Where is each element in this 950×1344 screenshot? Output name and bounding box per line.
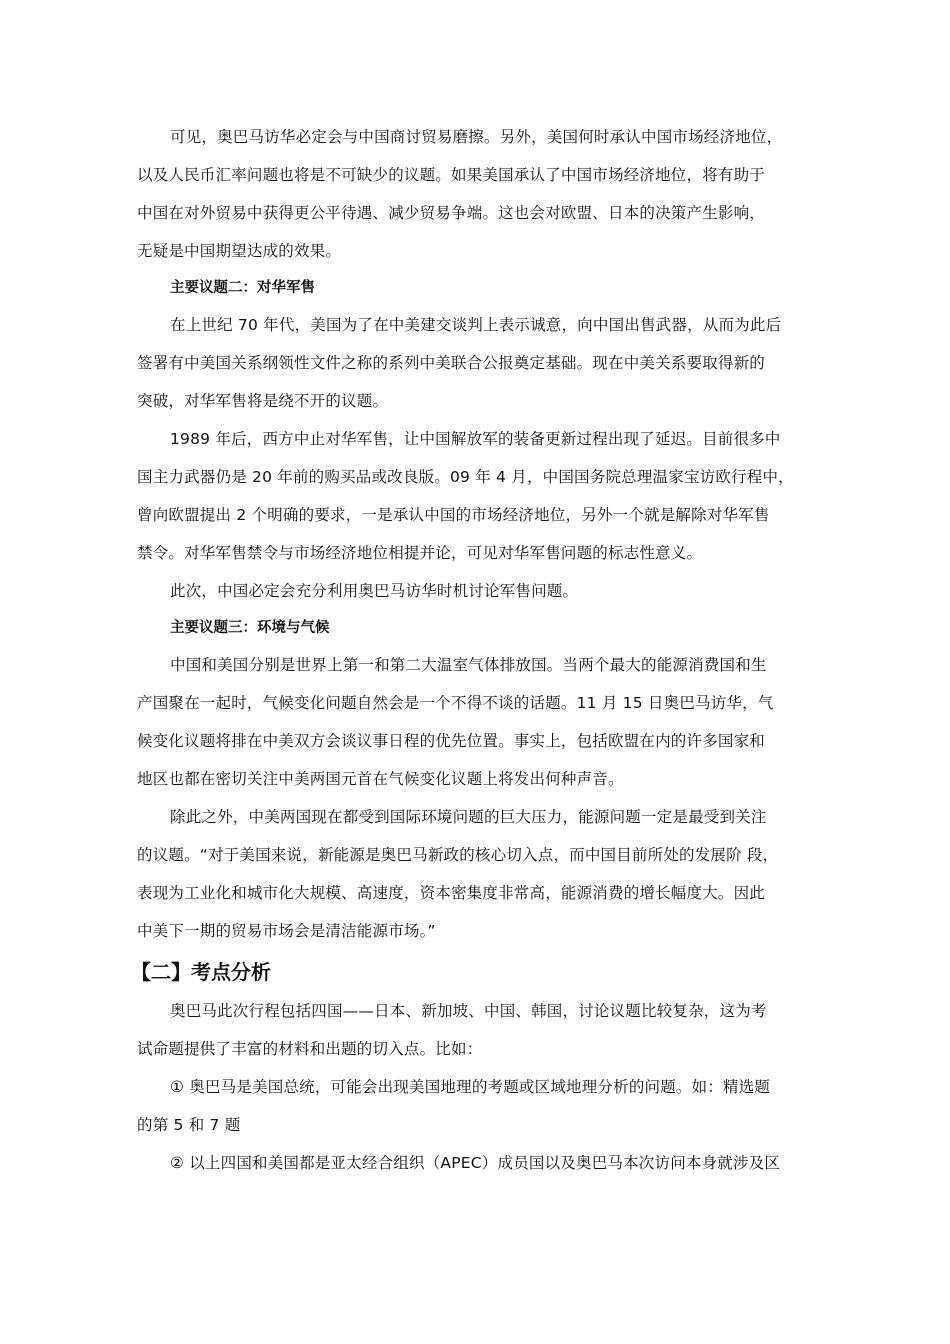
text-line: 的议题。“对于美国来说，新能源是奥巴马新政的核心切入点，而中国目前所处的发展阶 段， xyxy=(137,846,779,864)
text-line: 试命题提供了丰富的材料和出题的切入点。比如： xyxy=(137,1040,483,1058)
paragraph-climate xyxy=(137,646,827,798)
paragraph-arms-discussion xyxy=(137,572,827,610)
text-line: 中国和美国分别是世界上第一和第二大温室气体排放国。当两个最大的能源消费国和生 xyxy=(170,656,767,674)
text-line: 可见，奥巴马访华必定会与中国商讨贸易磨擦。另外，美国何时承认中国市场经济地位， xyxy=(170,128,783,146)
text-line: 奥巴马此次行程包括四国——日本、新加坡、中国、韩国，讨论议题比较复杂，这为考 xyxy=(170,1002,767,1020)
paragraph-itinerary xyxy=(137,992,827,1068)
text-line: 产国聚在一起时，气候变化问题自然会是一个不得不谈的话题。11 月 15 日奥巴马访华，气 xyxy=(137,694,774,712)
text-line: 无疑是中国期望达成的效果。 xyxy=(137,242,342,260)
text-line: 在上世纪 70 年代，美国为了在中美建交谈判上表示诚意，向中国出售武器，从而为此后 xyxy=(170,316,782,334)
paragraph-point-two xyxy=(137,1144,827,1182)
text-line: 此次，中国必定会充分利用奥巴马访华时机讨论军售问题。 xyxy=(170,582,579,600)
text-line: ② 以上四国和美国都是亚太经合组织（APEC）成员国以及奥巴马本次访问本身就涉及区 xyxy=(170,1154,781,1172)
text-line: 国主力武器仍是 20 年前的购买品或改良版。09 年 4 月，中国国务院总理温家宝访欧行程中， xyxy=(137,468,794,486)
paragraph-trade-friction xyxy=(137,118,827,270)
paragraph-arms-embargo xyxy=(137,420,827,572)
text-line: 的第 5 和 7 题 xyxy=(137,1116,241,1134)
subheading-topic-three: 主要议题三：环境与气候 xyxy=(170,620,330,636)
text-line: 地区也都在密切关注中美两国元首在气候变化议题上将发出何种声音。 xyxy=(137,770,624,788)
text-line: 除此之外，中美两国现在都受到国际环境问题的巨大压力，能源问题一定是最受到关注 xyxy=(170,808,767,826)
text-line: 突破，对华军售将是绕不开的议题。 xyxy=(137,392,389,410)
paragraph-point-one xyxy=(137,1068,827,1144)
document-page xyxy=(131,118,827,1182)
text-line: 表现为工业化和城市化大规模、高速度，资本密集度非常高，能源消费的增长幅度大。因此 xyxy=(137,884,766,902)
text-line: 候变化议题将排在中美双方会谈议事日程的优先位置。事实上，包括欧盟在内的许多国家和 xyxy=(137,732,766,750)
text-line: 签署有中美国关系纲领性文件之称的系列中美联合公报奠定基础。现在中美关系要取得新的 xyxy=(137,354,766,372)
text-line: 1989 年后，西方中止对华军售，让中国解放军的装备更新过程出现了延迟。目前很多中 xyxy=(170,430,781,448)
text-line: 禁令。对华军售禁令与市场经济地位相提并论，可见对华军售问题的标志性意义。 xyxy=(137,544,703,562)
text-line: 曾向欧盟提出 2 个明确的要求，一是承认中国的市场经济地位，另外一个就是解除对华军售 xyxy=(137,506,770,524)
text-line: ① 奥巴马是美国总统，可能会出现美国地理的考题或区域地理分析的问题。如：精选题 xyxy=(170,1078,771,1096)
section-heading-exam-analysis: 【二】考点分析 xyxy=(131,960,271,984)
text-line: 以及人民币汇率问题也将是不可缺少的议题。如果美国承认了中国市场经济地位，将有助于 xyxy=(137,166,766,184)
paragraph-arms-sales-history xyxy=(137,306,827,420)
text-line: 中美下一期的贸易市场会是清洁能源市场。” xyxy=(137,922,436,940)
paragraph-energy xyxy=(137,798,827,950)
subheading-topic-two: 主要议题二：对华军售 xyxy=(170,280,315,296)
text-line: 中国在对外贸易中获得更公平待遇、减少贸易争端。这也会对欧盟、日本的决策产生影响， xyxy=(137,204,766,222)
